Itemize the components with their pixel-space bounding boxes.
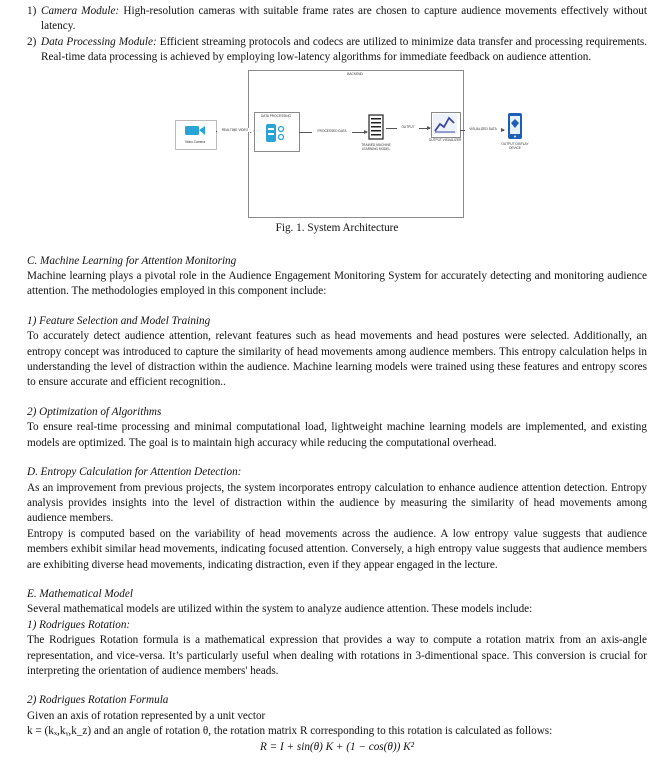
paragraph: Several mathematical models are utilized within the system to analyze audience attention. These models include: <box>27 603 533 616</box>
paragraph: To accurately detect audience attention, relevant features such as head movements and head postures were selected. Additionally, an entropy concept was introduced to capture the similarity of head movements among audience members. This entropy calculation helps in understanding the level of distraction within the audience. Machine learning models were trained using these features and entropy scores to ensure accurate and efficient recognition.. <box>27 330 647 389</box>
realtime-video-label: REALTIME VIDEO <box>217 128 253 132</box>
list-number: 1) <box>27 5 37 17</box>
output-visualizer-label: OUTPUT VISUALIZER <box>428 137 462 142</box>
data-processing-label: DATA PROCESSING <box>261 113 291 118</box>
paragraph: k = (kₓ,kᵧ,k_z) and an angle of rotation θ, the rotation matrix R corresponding to this rotation is calculated as follows: <box>27 725 553 738</box>
trained-model-label: TRAINED MACHINE LEARNING MODEL <box>361 142 391 151</box>
paragraph: As an improvement from previous projects, the system incorporates entropy calculation to enhance audience attention detection. Entropy analysis provides insights into the level of distraction within the audience by measuring the similarity of head movements among audience members. <box>27 481 647 525</box>
list-item-data-processing <box>27 35 647 66</box>
video-camera-label: Video Camera <box>184 139 206 144</box>
item-title: Data Processing Module: <box>41 35 157 48</box>
paragraph: To ensure real-time processing and minimal computational load, lightweight machine learning models are implemented, and existing models are optimized. The goal is to maintain high accuracy while reducing the computational overhead. <box>27 421 647 449</box>
section-heading: E. Mathematical Model <box>27 587 133 600</box>
line-chart-icon <box>433 114 457 134</box>
system-architecture-figure <box>27 68 647 246</box>
list-number: 2) <box>27 35 37 48</box>
data-processing-icon <box>264 122 286 144</box>
subsection-heading: 1) Feature Selection and Model Training <box>27 314 211 327</box>
backend-label: BACKEND <box>347 71 363 76</box>
paragraph: Machine learning plays a pivotal role in the Audience Engagement Monitoring System for accurately detecting and monitoring audience attention. The methodologies employed in this component include: <box>27 270 647 298</box>
paragraph: Given an axis of rotation represented by a unit vector <box>27 709 266 722</box>
section-heading: D. Entropy Calculation for Attention Detection: <box>27 466 242 479</box>
visualized-data-label: VISUALIZED DATA <box>465 127 501 131</box>
item-text: High-resolution cameras with suitable frame rates are chosen to capture audience movements effectively without latency. <box>41 5 648 33</box>
output-display-label: OUTPUT DISPLAY DEVICE <box>501 141 529 150</box>
output-label: OUTPUT <box>397 125 419 129</box>
subsection-heading: 2) Optimization of Algorithms <box>27 405 162 418</box>
paragraph: Entropy is computed based on the variability of head movements across the audience. A low entropy value suggests that audience members exhibit similar head movements, indicating focused attention. Conversely, a high entropy value suggests that audience members are exhibiting diverse head movements, indicating distraction, even if they appear engaged in the lecture. <box>27 527 647 571</box>
figure-caption: Fig. 1. System Architecture <box>275 221 399 234</box>
subsection-heading: 2) Rodrigues Rotation Formula <box>27 694 169 707</box>
rodrigues-equation: R = I + sin(θ) K + (1 − cos(θ)) K² <box>260 740 414 753</box>
subsection-heading: 1) Rodrigues Rotation: <box>27 618 131 631</box>
mobile-device-icon <box>507 112 523 140</box>
item-title: Camera Module: <box>41 5 120 17</box>
paper-page <box>27 4 647 755</box>
video-camera-icon <box>184 123 206 137</box>
list-item-camera-module <box>27 4 647 35</box>
trained-model-icon <box>368 114 384 140</box>
section-heading: C. Machine Learning for Attention Monitoring <box>27 254 237 267</box>
paragraph: The Rodrigues Rotation formula is a mathematical expression that provides a way to compute a rotation matrix from an axis-angle representation, and vice-versa. It’s particularly useful when dealing with rotations in 3-dimentional space. This conversion is crucial for interpreting the orientation of audience members' heads. <box>27 634 647 677</box>
processed-data-label: PROCESSED DATA <box>312 129 352 133</box>
item-text: Efficient streaming protocols and codecs are utilized to minimize data transfer and processing requirements. Real-time data processing is achieved by employing low-latency algorithms for immediate feedback on audience attention. <box>41 35 647 64</box>
